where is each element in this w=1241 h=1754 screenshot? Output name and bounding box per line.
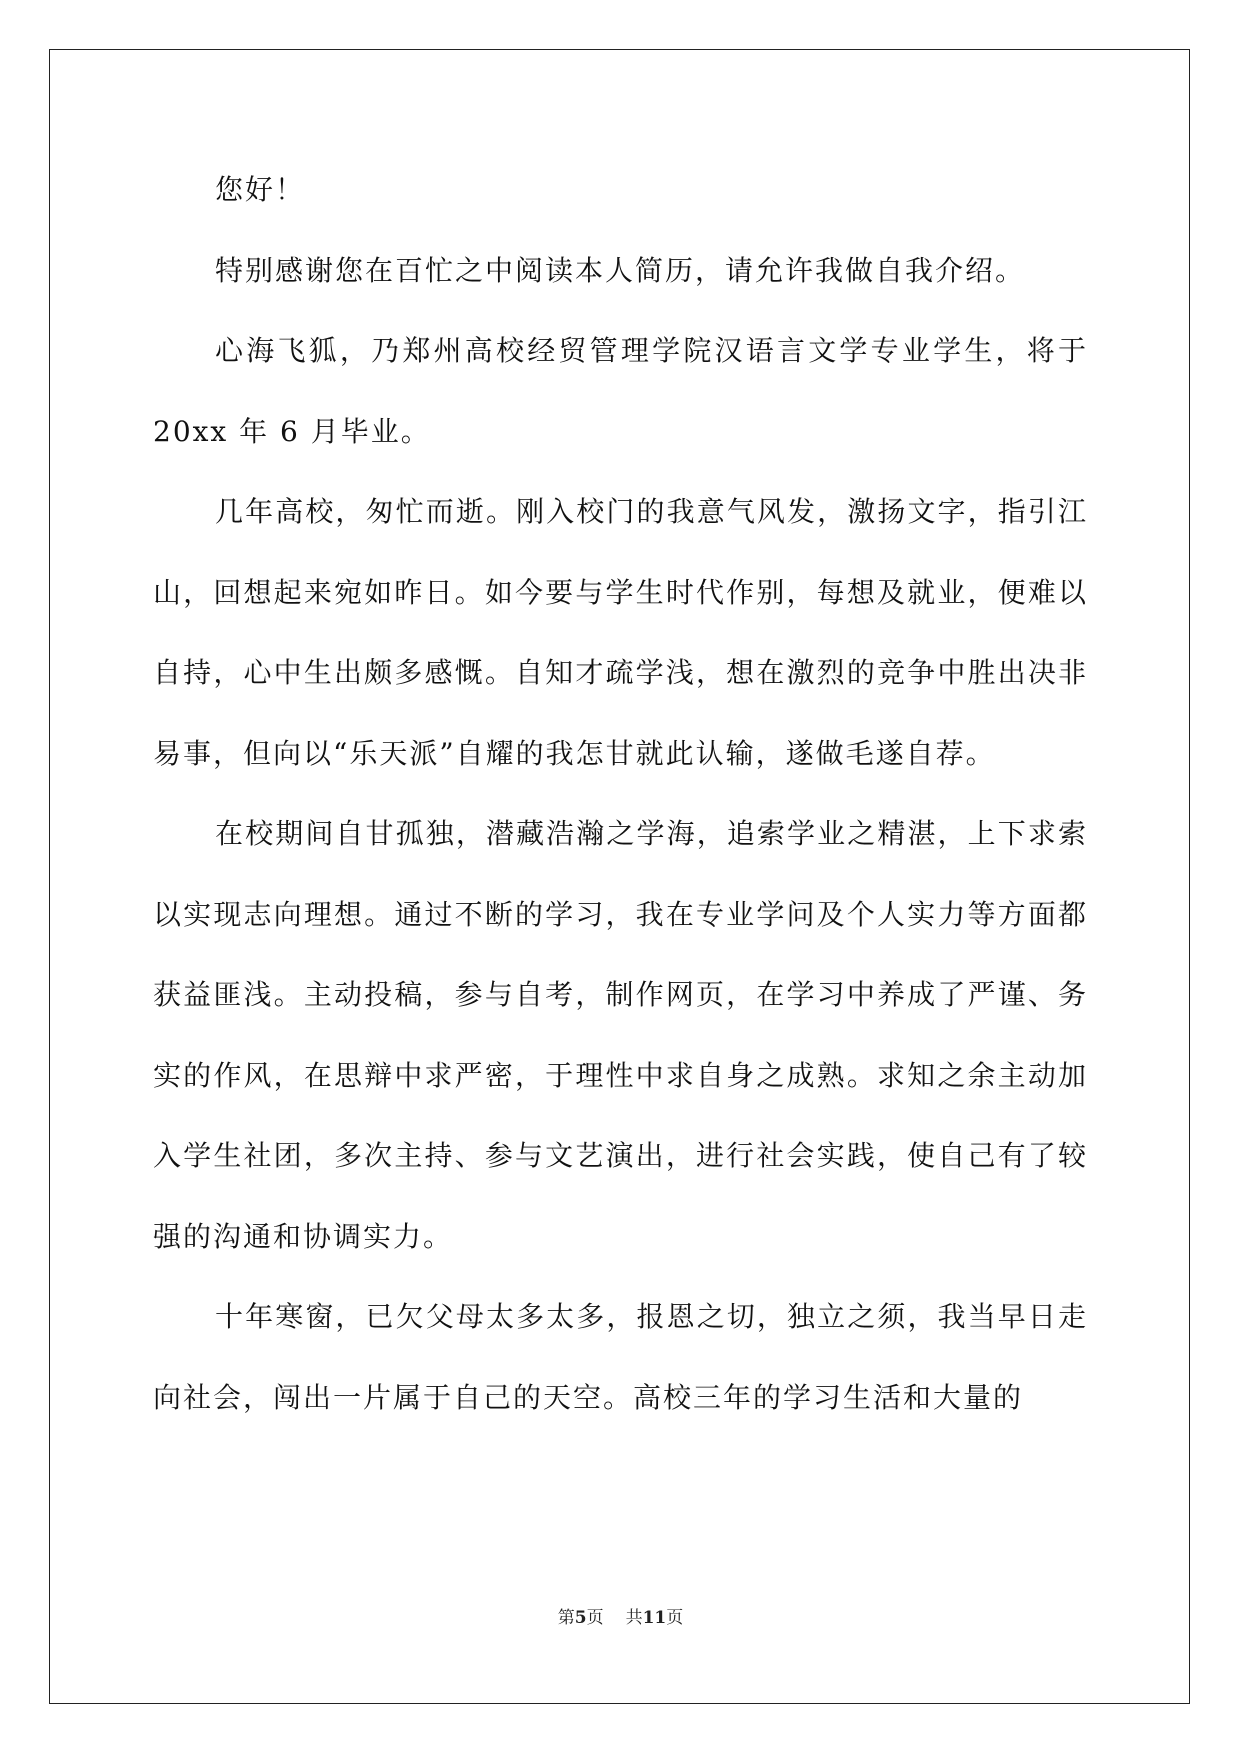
intro-paragraph: 特别感谢您在百忙之中阅读本人简历，请允许我做自我介绍。 [215, 253, 1026, 287]
total-prefix: 共 [625, 1608, 643, 1628]
total-suffix: 页 [666, 1608, 684, 1628]
identity-paragraph: 心海飞狐，乃郑州高校经贸管理学院汉语言文学专业学生，将于20xx 年 6 月毕业。 [153, 334, 1088, 448]
page-suffix: 页 [586, 1608, 604, 1628]
closing-paragraph: 十年寒窗，已欠父母太多太多，报恩之切，独立之须，我当早日走向社会，闯出一片属于自己的天空。高校三年的学习生活和大量的 [153, 1300, 1088, 1414]
page-footer [0, 1606, 1241, 1630]
total-pages: 11 [642, 1608, 667, 1628]
page-number: 5 [574, 1608, 587, 1628]
document-body [153, 150, 1088, 1438]
greeting-paragraph: 您好！ [215, 173, 306, 206]
page-prefix: 第 [557, 1608, 575, 1628]
study-paragraph: 在校期间自甘孤独，潜藏浩瀚之学海，追索学业之精湛，上下求索以实现志向理想。通过不断的学习，我在专业学问及个人实力等方面都获益匪浅。主动投稿，参与自考，制作网页，在学习中养成了严谨、务实的作风，在思辩中求严密，于理性中求自身之成熟。求知之余主动加入学生社团，多次主持、参与文艺演出，进行社会实践，使自己有了较强的沟通和协调实力。 [153, 817, 1088, 1253]
university-years-paragraph: 几年高校，匆忙而逝。刚入校门的我意气风发，激扬文字，指引江山，回想起来宛如昨日。如今要与学生时代作别，每想及就业，便难以自持，心中生出颇多感慨。自知才疏学浅，想在激烈的竞争中胜出决非易事，但向以“乐天派”自耀的我怎甘就此认输，遂做毛遂自荐。 [153, 495, 1088, 770]
